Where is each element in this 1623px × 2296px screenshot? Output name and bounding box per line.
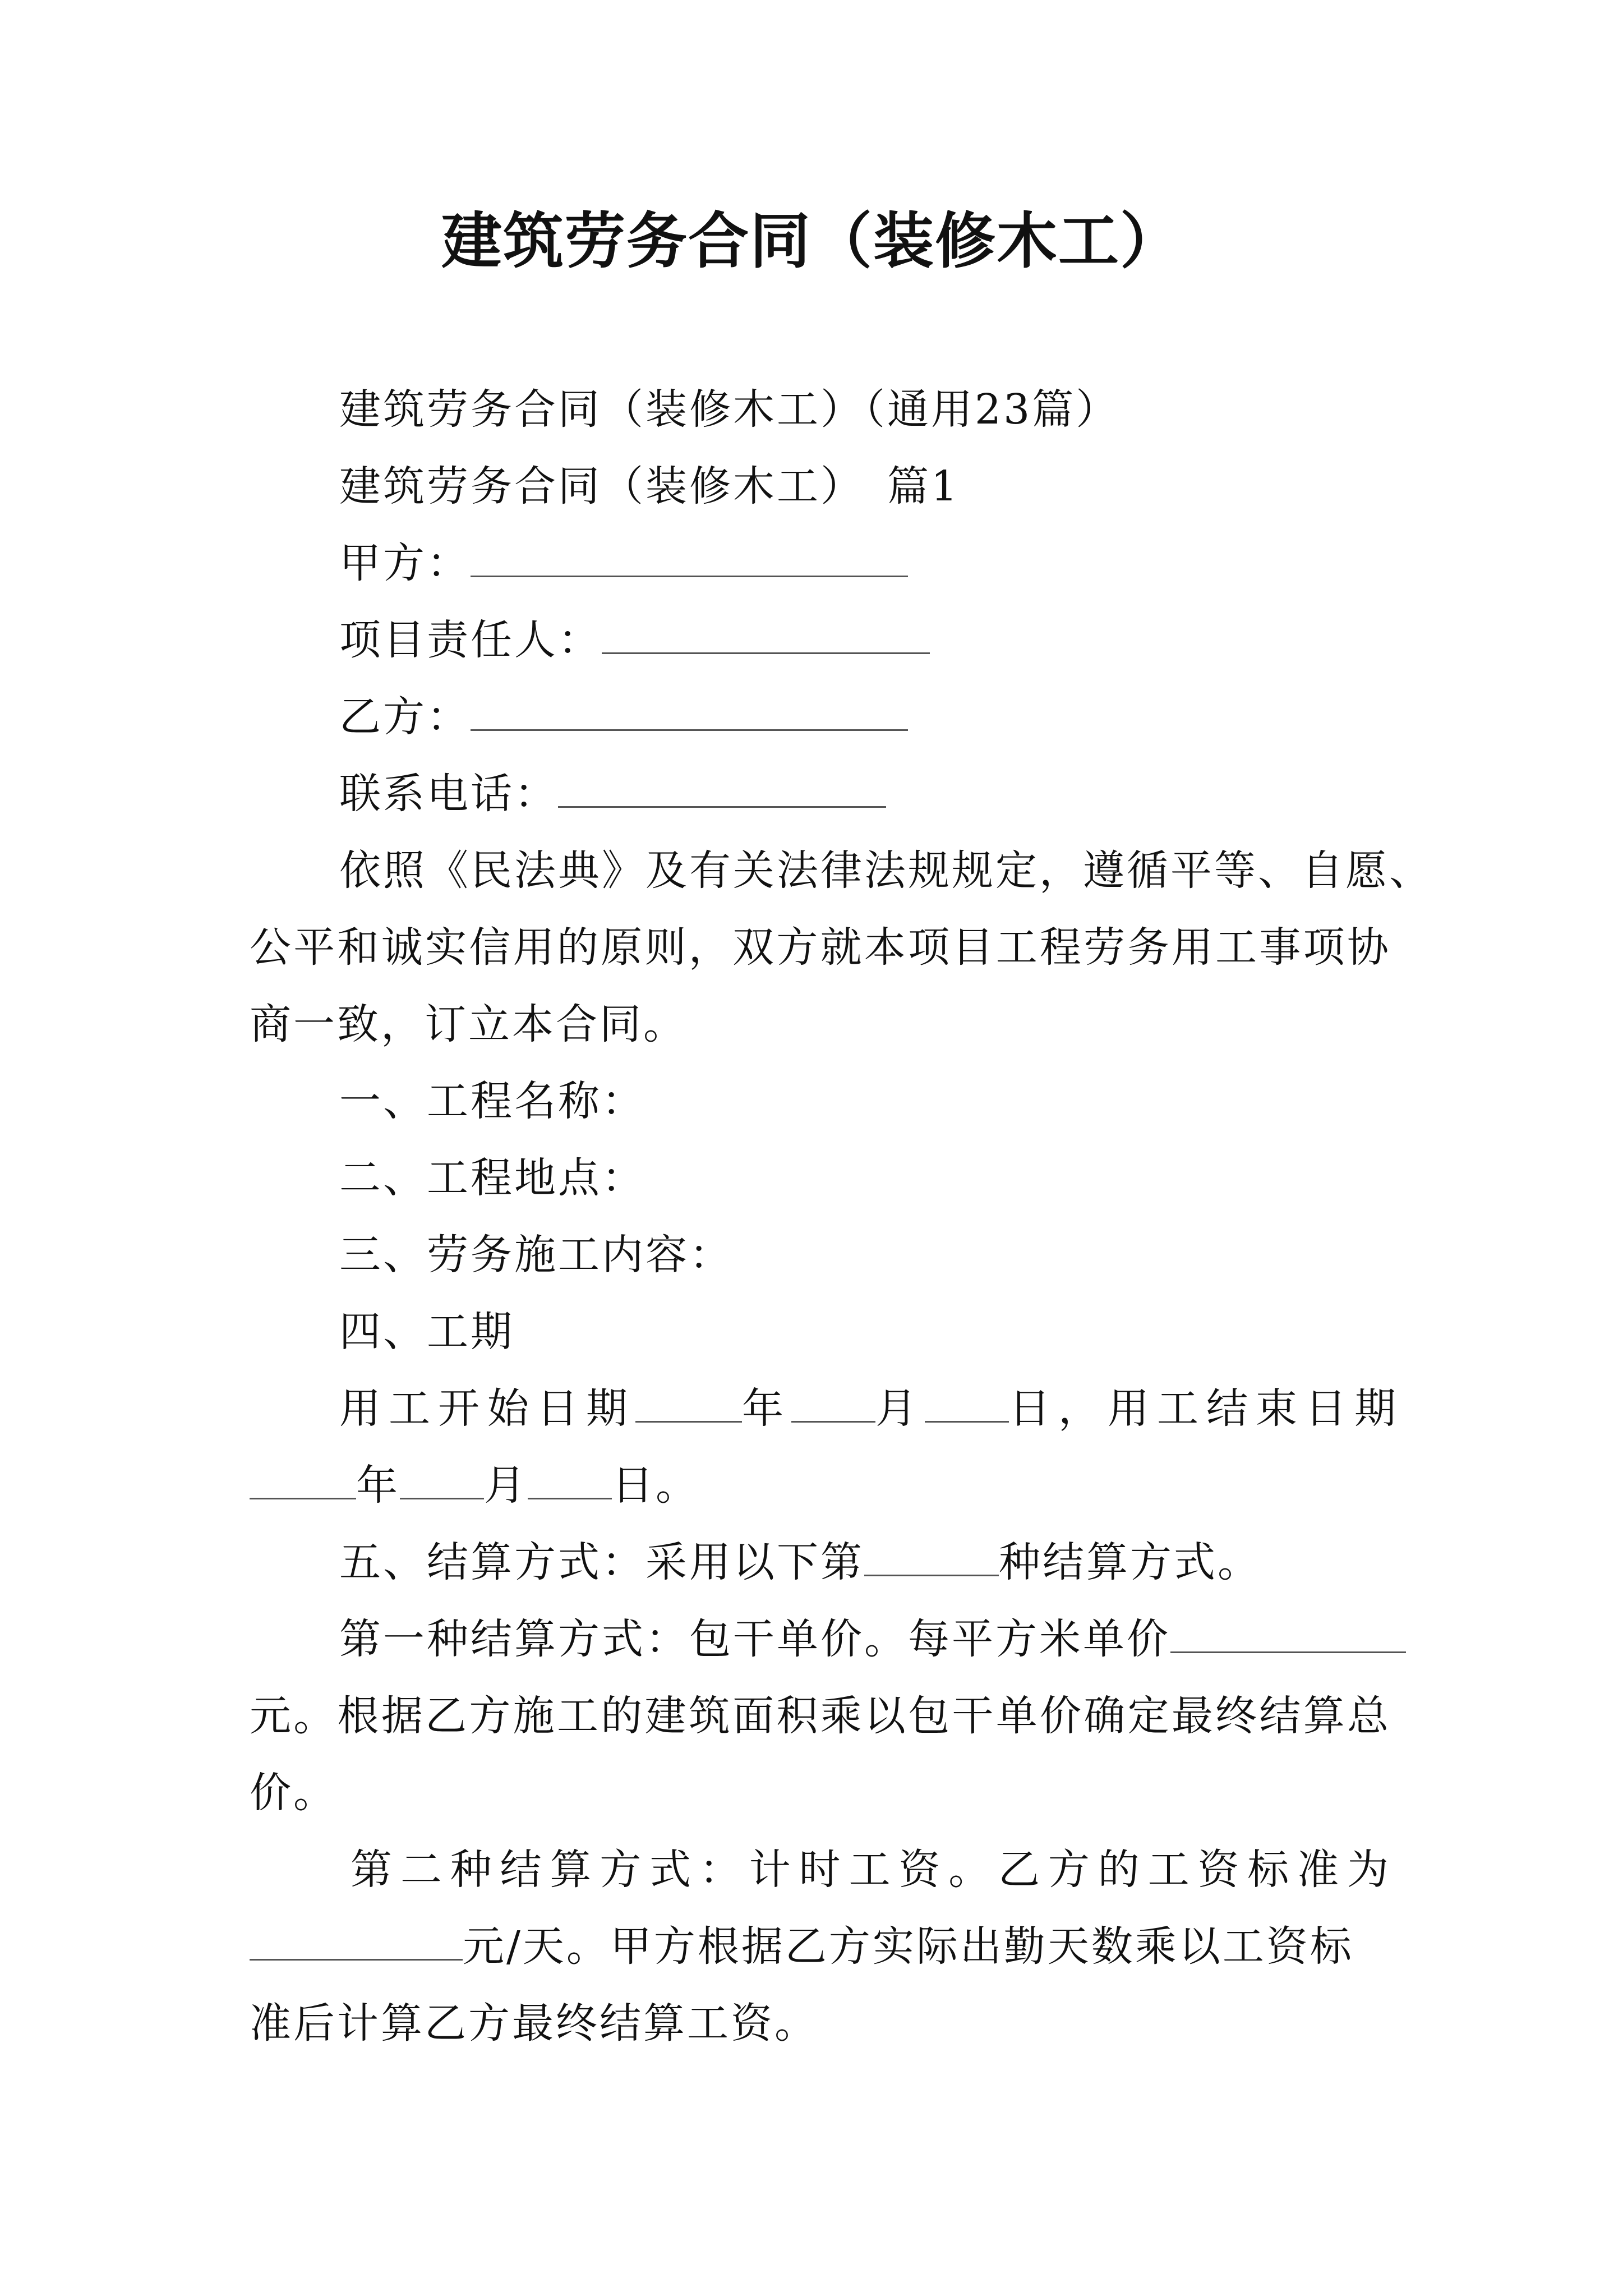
end-year-label: 年 [356,1461,400,1510]
preamble-line-2: 公平和诚实信用的原则，双方就本项目工程劳务用工事项协 [250,923,1391,972]
party-a-label: 甲方： [339,539,471,587]
document-subtitle: 建筑劳务合同（装修木工）（通用23篇） [339,385,1120,434]
settlement-method-line [339,1534,1261,1590]
part-heading: 建筑劳务合同（装修木工） 篇1 [339,462,960,510]
end-month-blank[interactable] [400,1458,484,1499]
period-start-prefix: 用工开始日期 [339,1384,635,1433]
party-a-blank[interactable] [471,536,908,577]
period-end-line [250,1457,699,1513]
phone-blank[interactable] [558,767,886,808]
phone-label: 联系电话： [339,770,558,818]
item-work-content: 三、劳务施工内容： [339,1231,733,1279]
item-project-name: 一、工程名称： [339,1077,645,1125]
daily-wage-blank[interactable] [250,1920,463,1961]
period-start-line [339,1381,1404,1437]
period-end-prefix: 日，用工结束日期 [1009,1384,1404,1433]
settlement-method-blank[interactable] [864,1535,999,1576]
start-month-blank[interactable] [791,1382,875,1423]
project-manager-line [339,612,930,668]
project-manager-label: 项目责任人： [339,616,602,664]
end-month-label: 月 [484,1461,528,1510]
preamble-line-3: 商一致，订立本合同。 [250,1000,687,1048]
end-year-blank[interactable] [250,1458,356,1499]
phone-line [339,766,886,822]
item-period: 四、工期 [339,1308,514,1356]
method2-unit: 元/天。甲方根据乙方实际出勤天数乘以工资标 [463,1922,1354,1971]
method1-prefix: 第一种结算方式：包干单价。每平方米单价 [339,1615,1170,1663]
party-a-line [339,535,908,591]
start-year-blank[interactable] [635,1382,742,1423]
start-year-label: 年 [742,1384,791,1433]
method1-line-1 [339,1611,1406,1667]
end-day-blank[interactable] [528,1458,612,1499]
preamble-line-1: 依照《民法典》及有关法律法规规定，遵循平等、自愿、 [339,846,1433,895]
project-manager-blank[interactable] [602,613,930,654]
party-b-label: 乙方： [339,693,471,741]
settlement-method-prefix: 五、结算方式：采用以下第 [339,1538,864,1586]
party-b-blank[interactable] [471,690,908,731]
start-day-blank[interactable] [925,1382,1009,1423]
party-b-line [339,689,908,745]
start-month-label: 月 [875,1384,925,1433]
item-project-location: 二、工程地点： [339,1154,645,1202]
document-title: 建筑劳务合同（装修木工） [441,206,1182,277]
method1-line-3: 价。 [250,1769,337,1817]
method2-line-1: 第二种结算方式：计时工资。乙方的工资标准为 [351,1846,1391,1894]
method1-line-2: 元。根据乙方施工的建筑面积乘以包干单价确定最终结算总 [250,1692,1391,1740]
unit-price-blank[interactable] [1170,1612,1406,1653]
settlement-method-suffix: 种结算方式。 [999,1538,1261,1586]
method2-line-2 [250,1918,1354,1975]
method2-line-3: 准后计算乙方最终结算工资。 [250,1999,818,2047]
period-end-suffix: 日。 [612,1461,699,1510]
